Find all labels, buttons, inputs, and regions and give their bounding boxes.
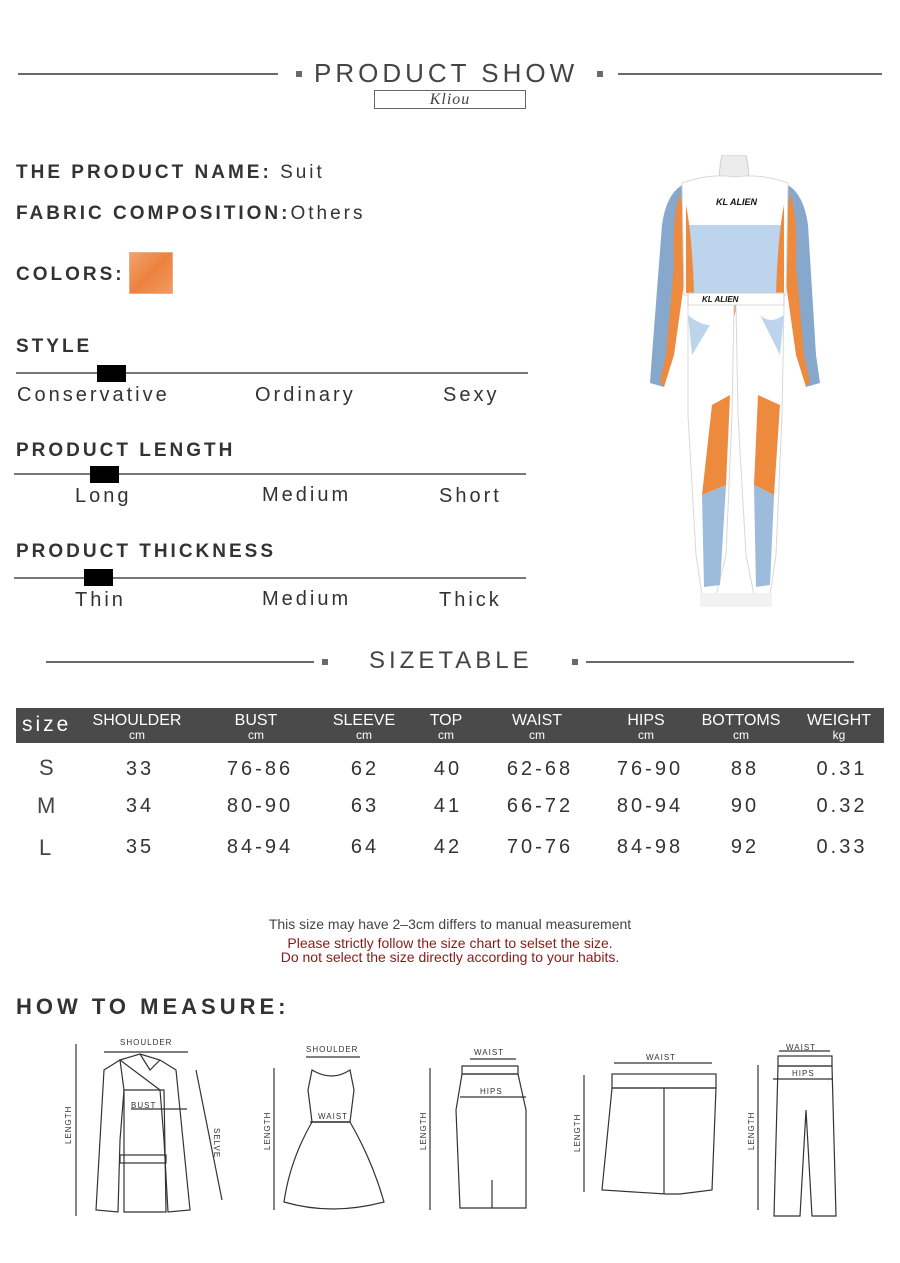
product-name-label: THE PRODUCT NAME: xyxy=(16,162,272,183)
label-hips-skirt: HIPS xyxy=(480,1087,503,1096)
sizetable-bullet-right xyxy=(572,659,578,665)
header-bullet-right xyxy=(597,71,603,77)
label-waist-skirt: WAIST xyxy=(474,1048,505,1057)
cell-sleeve: 63 xyxy=(350,795,380,817)
row-size: L xyxy=(39,835,52,860)
header-bust-label: BUST xyxy=(234,712,278,729)
sizetable-rule-right xyxy=(586,661,854,663)
header-bust-unit: cm xyxy=(248,728,264,742)
measurement-note: This size may have 2–3cm differs to manual measurement xyxy=(268,916,632,932)
header-waist-label: WAIST xyxy=(511,712,563,729)
row-size: M xyxy=(37,793,56,818)
brand-name: Kliou xyxy=(374,90,526,109)
label-selve-jacket: SELVE xyxy=(212,1128,221,1159)
sizetable-rule-left xyxy=(46,661,314,663)
row-size: S xyxy=(39,755,54,780)
label-length-jacket: LENGTH xyxy=(64,1105,73,1144)
style-selected-marker xyxy=(97,365,126,382)
thickness-option-medium[interactable]: Medium xyxy=(262,588,352,610)
label-length-skirt: LENGTH xyxy=(419,1111,428,1150)
length-selected-marker xyxy=(90,466,119,483)
header-sleeve xyxy=(324,713,404,741)
cell-waist: 62-68 xyxy=(506,758,574,780)
dress-diagram xyxy=(274,1057,384,1210)
header-weight-label: WEIGHT xyxy=(807,712,871,729)
cell-bust: 76-86 xyxy=(226,758,294,780)
length-title: PRODUCT LENGTH xyxy=(16,440,236,461)
header-hips-label: HIPS xyxy=(627,712,665,729)
cell-waist: 70-76 xyxy=(506,836,574,858)
skirt-diagram xyxy=(430,1059,526,1210)
length-option-long[interactable]: Long xyxy=(75,485,132,507)
thickness-option-thick[interactable]: Thick xyxy=(439,589,502,611)
label-shoulder-dress: SHOULDER xyxy=(306,1045,359,1054)
label-bust-jacket: BUST xyxy=(131,1101,157,1110)
header-top-label: TOP xyxy=(429,712,463,729)
cell-bust: 84-94 xyxy=(226,836,294,858)
header-sleeve-unit: cm xyxy=(356,728,372,742)
how-to-measure-title: HOW TO MEASURE: xyxy=(16,994,290,1019)
length-option-short[interactable]: Short xyxy=(439,485,502,507)
label-shoulder-jacket: SHOULDER xyxy=(120,1038,173,1047)
header-bottoms-label: BOTTOMS xyxy=(701,712,781,729)
color-swatch-orange[interactable] xyxy=(129,252,173,294)
header-bust xyxy=(216,713,296,741)
fabric-value: Others xyxy=(290,203,366,224)
header-waist xyxy=(496,713,578,741)
cell-weight: 0.32 xyxy=(816,795,868,817)
top-print-text: KL ALIEN xyxy=(716,197,758,207)
cell-top: 41 xyxy=(433,795,463,817)
page-title: PRODUCT SHOW xyxy=(314,58,579,88)
header-weight-unit: kg xyxy=(832,728,846,742)
cell-weight: 0.33 xyxy=(816,836,868,858)
header-size: size xyxy=(22,713,72,736)
measure-diagrams xyxy=(0,1030,900,1230)
colors-row xyxy=(16,264,125,286)
header-rule-right xyxy=(618,73,882,75)
cell-sleeve: 62 xyxy=(350,758,380,780)
label-waist-dress: WAIST xyxy=(318,1112,349,1121)
header-shoulder-unit: cm xyxy=(129,728,145,742)
sizetable-title: SIZETABLE xyxy=(369,647,533,674)
header-top-unit: cm xyxy=(438,728,454,742)
cell-hips: 80-94 xyxy=(616,795,684,817)
thickness-option-thin[interactable]: Thin xyxy=(75,589,126,611)
label-length-trousers: LENGTH xyxy=(747,1111,756,1150)
cell-bust: 80-90 xyxy=(226,795,294,817)
cell-shoulder: 35 xyxy=(125,836,155,858)
waistband-print-text: KL ALIEN xyxy=(702,295,739,304)
label-waist-shorts: WAIST xyxy=(646,1053,677,1062)
thickness-selected-marker xyxy=(84,569,113,586)
label-length-dress: LENGTH xyxy=(263,1111,272,1150)
header-waist-unit: cm xyxy=(529,728,545,742)
thickness-title: PRODUCT THICKNESS xyxy=(16,541,277,562)
style-scale-line xyxy=(16,372,528,374)
cell-hips: 84-98 xyxy=(616,836,684,858)
sizetable-bullet-left xyxy=(322,659,328,665)
colors-label: COLORS: xyxy=(16,264,125,285)
cell-weight: 0.31 xyxy=(816,758,868,780)
header-rule-left xyxy=(18,73,278,75)
cell-bottoms: 90 xyxy=(730,795,760,817)
fabric-label: FABRIC COMPOSITION: xyxy=(16,203,291,224)
jacket-diagram xyxy=(76,1044,222,1216)
size-warning-1: Please strictly follow the size chart to selset the size. xyxy=(287,935,613,951)
size-warning-2: Do not select the size directly according to your habits. xyxy=(280,949,620,965)
product-photo xyxy=(630,155,840,607)
shorts-diagram xyxy=(584,1063,716,1194)
cell-top: 42 xyxy=(433,836,463,858)
label-hips-trousers: HIPS xyxy=(792,1069,815,1078)
cell-shoulder: 33 xyxy=(125,758,155,780)
style-option-sexy[interactable]: Sexy xyxy=(443,384,500,406)
fabric-row xyxy=(16,203,365,225)
cell-hips: 76-90 xyxy=(616,758,684,780)
header-top xyxy=(416,713,476,741)
header-weight xyxy=(802,713,876,741)
header-bullet-left xyxy=(296,71,302,77)
cell-sleeve: 64 xyxy=(350,836,380,858)
header-bottoms-unit: cm xyxy=(733,728,749,742)
cell-bottoms: 88 xyxy=(730,758,760,780)
cell-waist: 66-72 xyxy=(506,795,574,817)
label-length-shorts: LENGTH xyxy=(573,1113,582,1152)
cell-top: 40 xyxy=(433,758,463,780)
label-waist-trousers: WAIST xyxy=(786,1043,817,1052)
product-name-value: Suit xyxy=(280,162,325,183)
header-bottoms xyxy=(696,713,786,741)
header-sleeve-label: SLEEVE xyxy=(332,712,396,729)
size-table-header xyxy=(16,708,884,743)
cell-bottoms: 92 xyxy=(730,836,760,858)
product-name-row xyxy=(16,162,325,184)
style-option-conservative[interactable]: Conservative xyxy=(17,384,170,406)
cell-shoulder: 34 xyxy=(125,795,155,817)
style-option-ordinary[interactable]: Ordinary xyxy=(255,384,356,406)
length-option-medium[interactable]: Medium xyxy=(262,484,352,506)
header-hips xyxy=(606,713,686,741)
header-shoulder xyxy=(86,713,188,741)
style-title: STYLE xyxy=(16,336,93,357)
header-shoulder-label: SHOULDER xyxy=(92,712,182,729)
header-hips-unit: cm xyxy=(638,728,654,742)
